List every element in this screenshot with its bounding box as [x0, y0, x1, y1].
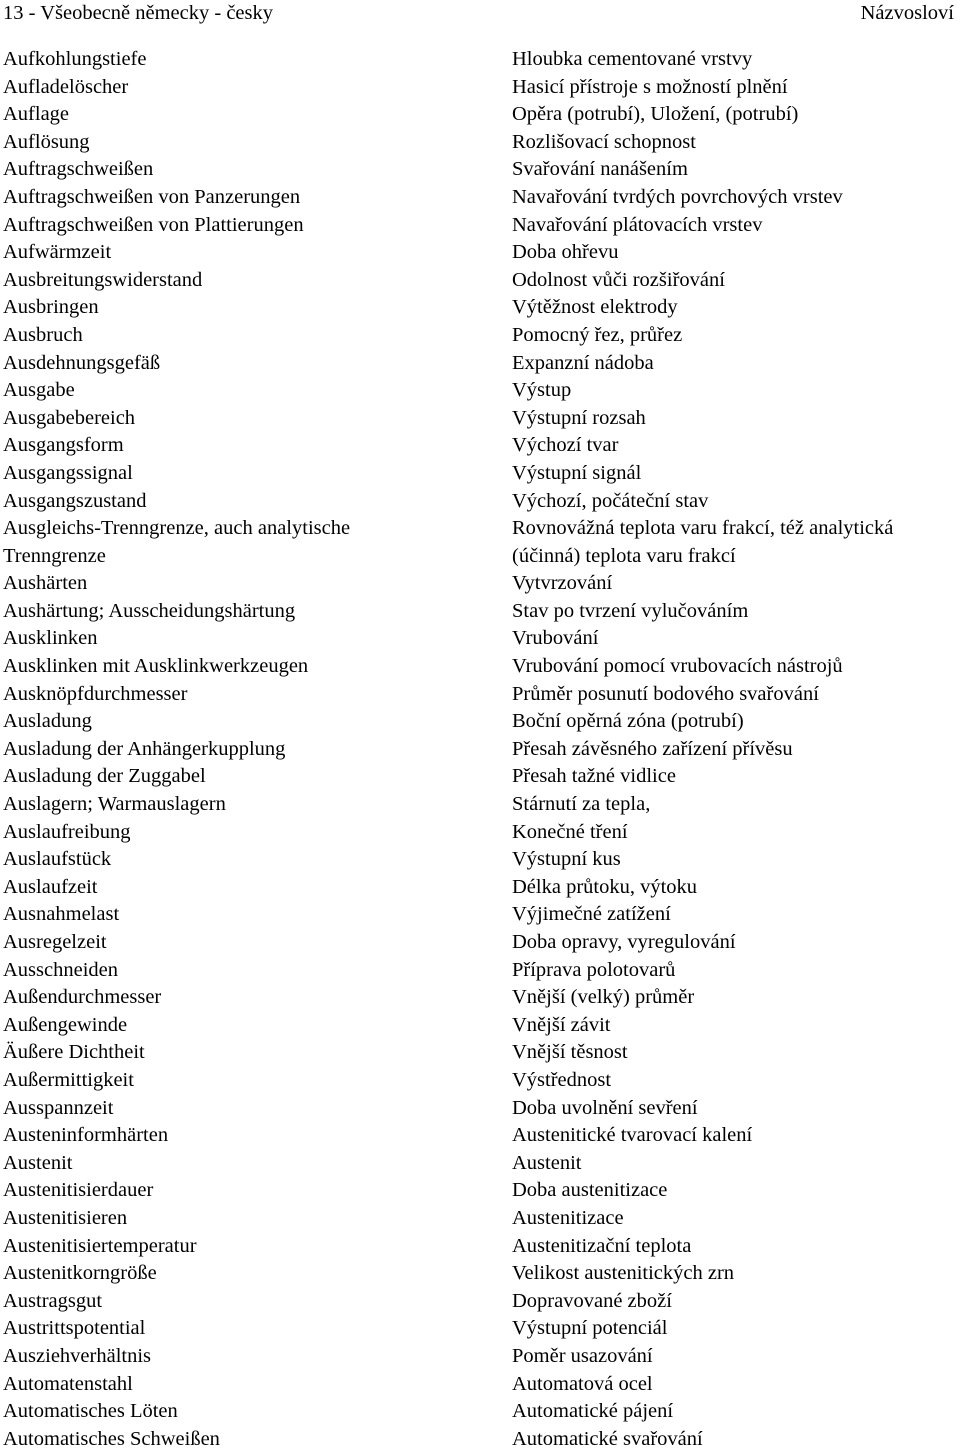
czech-term: Automatová ocel: [512, 1372, 653, 1395]
german-term: Aufladelöscher: [3, 75, 129, 98]
czech-term: Odolnost vůči rozšiřování: [512, 268, 725, 291]
glossary-row: [0, 901, 960, 929]
czech-term: Vrubování pomocí vrubovacích nástrojů: [512, 655, 843, 678]
czech-term: Doba austenitizace: [512, 1179, 668, 1202]
glossary-row: [0, 101, 960, 129]
german-term: Ausbreitungswiderstand: [3, 268, 203, 291]
czech-term: Výstup: [512, 379, 572, 402]
glossary-row: [0, 653, 960, 681]
czech-term: Výstupní potenciál: [512, 1317, 668, 1340]
glossary-row: [0, 846, 960, 874]
german-term: Auflösung: [3, 130, 90, 153]
german-term: Austrittspotential: [3, 1317, 146, 1340]
czech-term: Hloubka cementované vrstvy: [512, 48, 753, 70]
glossary-row: [0, 1288, 960, 1316]
glossary-row: [0, 1343, 960, 1371]
glossary-row: [0, 598, 960, 626]
czech-term: Opěra (potrubí), Uložení, (potrubí): [512, 103, 799, 126]
glossary-row: [0, 736, 960, 764]
czech-term: Dopravované zboží: [512, 1289, 672, 1312]
czech-term: Pomocný řez, průřez: [512, 323, 683, 346]
czech-term: Stárnutí za tepla,: [512, 793, 651, 816]
czech-term: Vnější závit: [512, 1013, 611, 1036]
glossary-row: [0, 1233, 960, 1261]
czech-term: Svařování nanášením: [512, 158, 688, 181]
czech-term: Příprava polotovarů: [512, 958, 676, 981]
czech-term: Automatické pájení: [512, 1400, 674, 1423]
czech-term: Rozlišovací schopnost: [512, 130, 696, 153]
glossary-row: [0, 46, 960, 74]
german-term: Ausbruch: [3, 323, 83, 346]
glossary-row: [0, 819, 960, 847]
german-term: Äußere Dichtheit: [3, 1041, 145, 1064]
glossary-row: [0, 515, 960, 543]
czech-term: Výstupní kus: [512, 848, 621, 871]
german-term: Auflage: [3, 103, 70, 126]
german-term: Austenit: [3, 1151, 73, 1174]
glossary-row: [0, 957, 960, 985]
german-term: Austragsgut: [3, 1289, 103, 1312]
czech-term: Austenitické tvarovací kalení: [512, 1124, 753, 1147]
german-term: Austeninformhärten: [3, 1124, 169, 1147]
glossary-row: [0, 184, 960, 212]
german-term: Ausdehnungsgefäß: [3, 351, 161, 374]
german-term: Ausladung der Zuggabel: [3, 765, 206, 788]
german-term: Aufkohlungstiefe: [3, 48, 147, 70]
german-term: Ausgangszustand: [3, 489, 147, 512]
czech-term: (účinná) teplota varu frakcí: [512, 544, 736, 567]
german-term: Austenitisieren: [3, 1206, 128, 1229]
czech-term: Vnější těsnost: [512, 1041, 628, 1064]
glossary-row: [0, 405, 960, 433]
czech-term: Konečné tření: [512, 820, 628, 843]
glossary-row: [0, 432, 960, 460]
czech-term: Poměr usazování: [512, 1344, 653, 1367]
czech-term: Výjimečné zatížení: [512, 903, 671, 926]
czech-term: Průměr posunutí bodového svařování: [512, 682, 819, 705]
czech-term: Automatické svařování: [512, 1427, 703, 1450]
czech-term: Vytvrzování: [512, 572, 613, 595]
glossary-row: [0, 543, 960, 571]
german-term: Aufwärmzeit: [3, 241, 112, 264]
glossary-row: [0, 460, 960, 488]
glossary-row: [0, 239, 960, 267]
german-term: Ausgabe: [3, 379, 75, 402]
glossary-row: [0, 212, 960, 240]
czech-term: Austenit: [512, 1151, 582, 1174]
glossary-row: [0, 1398, 960, 1426]
german-term: Auslaufreibung: [3, 820, 131, 843]
glossary-row: [0, 984, 960, 1012]
german-term: Ausnahmelast: [3, 903, 120, 926]
german-term: Ausregelzeit: [3, 931, 107, 953]
german-term: Automatisches Löten: [3, 1400, 178, 1423]
czech-term: Vnější (velký) průměr: [512, 986, 695, 1009]
czech-term: Doba uvolnění sevření: [512, 1096, 698, 1119]
german-term: Ausladung der Anhängerkupplung: [3, 737, 286, 760]
glossary-row: [0, 625, 960, 653]
czech-term: Výchozí, počáteční stav: [512, 489, 709, 512]
czech-term: Doba ohřevu: [512, 241, 619, 264]
glossary-row: [0, 267, 960, 295]
german-term: Außendurchmesser: [3, 986, 162, 1009]
german-term: Auftragschweißen: [3, 158, 154, 181]
czech-term: Expanzní nádoba: [512, 351, 654, 374]
czech-term: Stav po tvrzení vylučováním: [512, 599, 749, 622]
czech-term: Výtěžnost elektrody: [512, 296, 678, 319]
german-term: Austenitkorngröße: [3, 1262, 157, 1285]
german-term: Auslagern; Warmauslagern: [3, 793, 226, 816]
glossary-row: [0, 1371, 960, 1399]
czech-term: Výstupní signál: [512, 461, 642, 484]
glossary-row: [0, 129, 960, 157]
glossary-row: [0, 1150, 960, 1178]
german-term: Ausknöpfdurchmesser: [3, 682, 188, 705]
glossary-row: [0, 708, 960, 736]
glossary-row: [0, 1067, 960, 1095]
czech-term: Navařování tvrdých povrchových vrstev: [512, 185, 843, 208]
page-header: [0, 0, 960, 26]
german-term: Auftragschweißen von Plattierungen: [3, 213, 304, 236]
glossary-row: [0, 681, 960, 709]
czech-term: Délka průtoku, výtoku: [512, 875, 698, 898]
glossary-row: [0, 1426, 960, 1453]
czech-term: Austenitizační teplota: [512, 1234, 692, 1257]
glossary-row: [0, 377, 960, 405]
german-term: Ausgabebereich: [3, 406, 136, 429]
german-term: Austenitisiertemperatur: [3, 1234, 197, 1257]
glossary-row: [0, 350, 960, 378]
glossary-row: [0, 1039, 960, 1067]
glossary-row: [0, 1205, 960, 1233]
glossary-row: [0, 570, 960, 598]
glossary-row: [0, 322, 960, 350]
german-term: Ausschneiden: [3, 958, 119, 981]
german-term: Trenngrenze: [3, 544, 106, 567]
glossary-row: [0, 1315, 960, 1343]
german-term: Automatenstahl: [3, 1372, 133, 1395]
glossary-row: [0, 791, 960, 819]
german-term: Auslaufzeit: [3, 875, 98, 898]
glossary-row: [0, 1122, 960, 1150]
german-term: Aushärten: [3, 572, 88, 595]
german-term: Ausgleichs-Trenngrenze, auch analytische: [3, 517, 351, 540]
glossary-row: [0, 74, 960, 102]
czech-term: Navařování plátovacích vrstev: [512, 213, 763, 236]
glossary-row: [0, 763, 960, 791]
czech-term: Výchozí tvar: [512, 434, 619, 457]
czech-term: Vrubování: [512, 627, 599, 650]
german-term: Austenitisierdauer: [3, 1179, 154, 1202]
glossary-row: [0, 1260, 960, 1288]
czech-term: Výstřednost: [512, 1068, 612, 1091]
czech-term: Velikost austenitických zrn: [512, 1262, 735, 1285]
glossary-row: [0, 294, 960, 322]
czech-term: Doba opravy, vyregulování: [512, 931, 736, 953]
glossary-row: [0, 874, 960, 902]
german-term: Ausgangsform: [3, 434, 124, 457]
german-term: Ausladung: [3, 710, 92, 733]
czech-term: Rovnovážná teplota varu frakcí, též analytická: [512, 517, 894, 540]
german-term: Ausbringen: [3, 296, 99, 319]
glossary-row: [0, 929, 960, 957]
german-term: Auftragschweißen von Panzerungen: [3, 185, 301, 208]
czech-term: Přesah závěsného zařízení přívěsu: [512, 737, 793, 760]
glossary-row: [0, 1177, 960, 1205]
german-term: Aushärtung; Ausscheidungshärtung: [3, 599, 296, 622]
czech-term: Austenitizace: [512, 1206, 624, 1229]
czech-term: Přesah tažné vidlice: [512, 765, 676, 788]
german-term: Ausklinken mit Ausklinkwerkzeugen: [3, 655, 309, 678]
german-term: Ausgangssignal: [3, 461, 133, 484]
german-term: Ausspannzeit: [3, 1096, 114, 1119]
german-term: Ausziehverhältnis: [3, 1344, 152, 1367]
glossary-row: [0, 1012, 960, 1040]
german-term: Außermittigkeit: [3, 1068, 134, 1091]
german-term: Auslaufstück: [3, 848, 112, 871]
german-term: Ausklinken: [3, 627, 98, 650]
glossary-row: [0, 488, 960, 516]
section-title: Názvosloví: [860, 2, 954, 24]
glossary-row: [0, 156, 960, 184]
german-term: Automatisches Schweißen: [3, 1427, 220, 1450]
glossary-row: [0, 1095, 960, 1123]
german-term: Außengewinde: [3, 1013, 128, 1036]
czech-term: Boční opěrná zóna (potrubí): [512, 710, 744, 733]
glossary-list: [0, 46, 960, 1453]
page-title: 13 - Všeobecně německy - česky: [3, 2, 274, 24]
czech-term: Výstupní rozsah: [512, 406, 646, 429]
czech-term: Hasicí přístroje s možností plnění: [512, 75, 788, 98]
